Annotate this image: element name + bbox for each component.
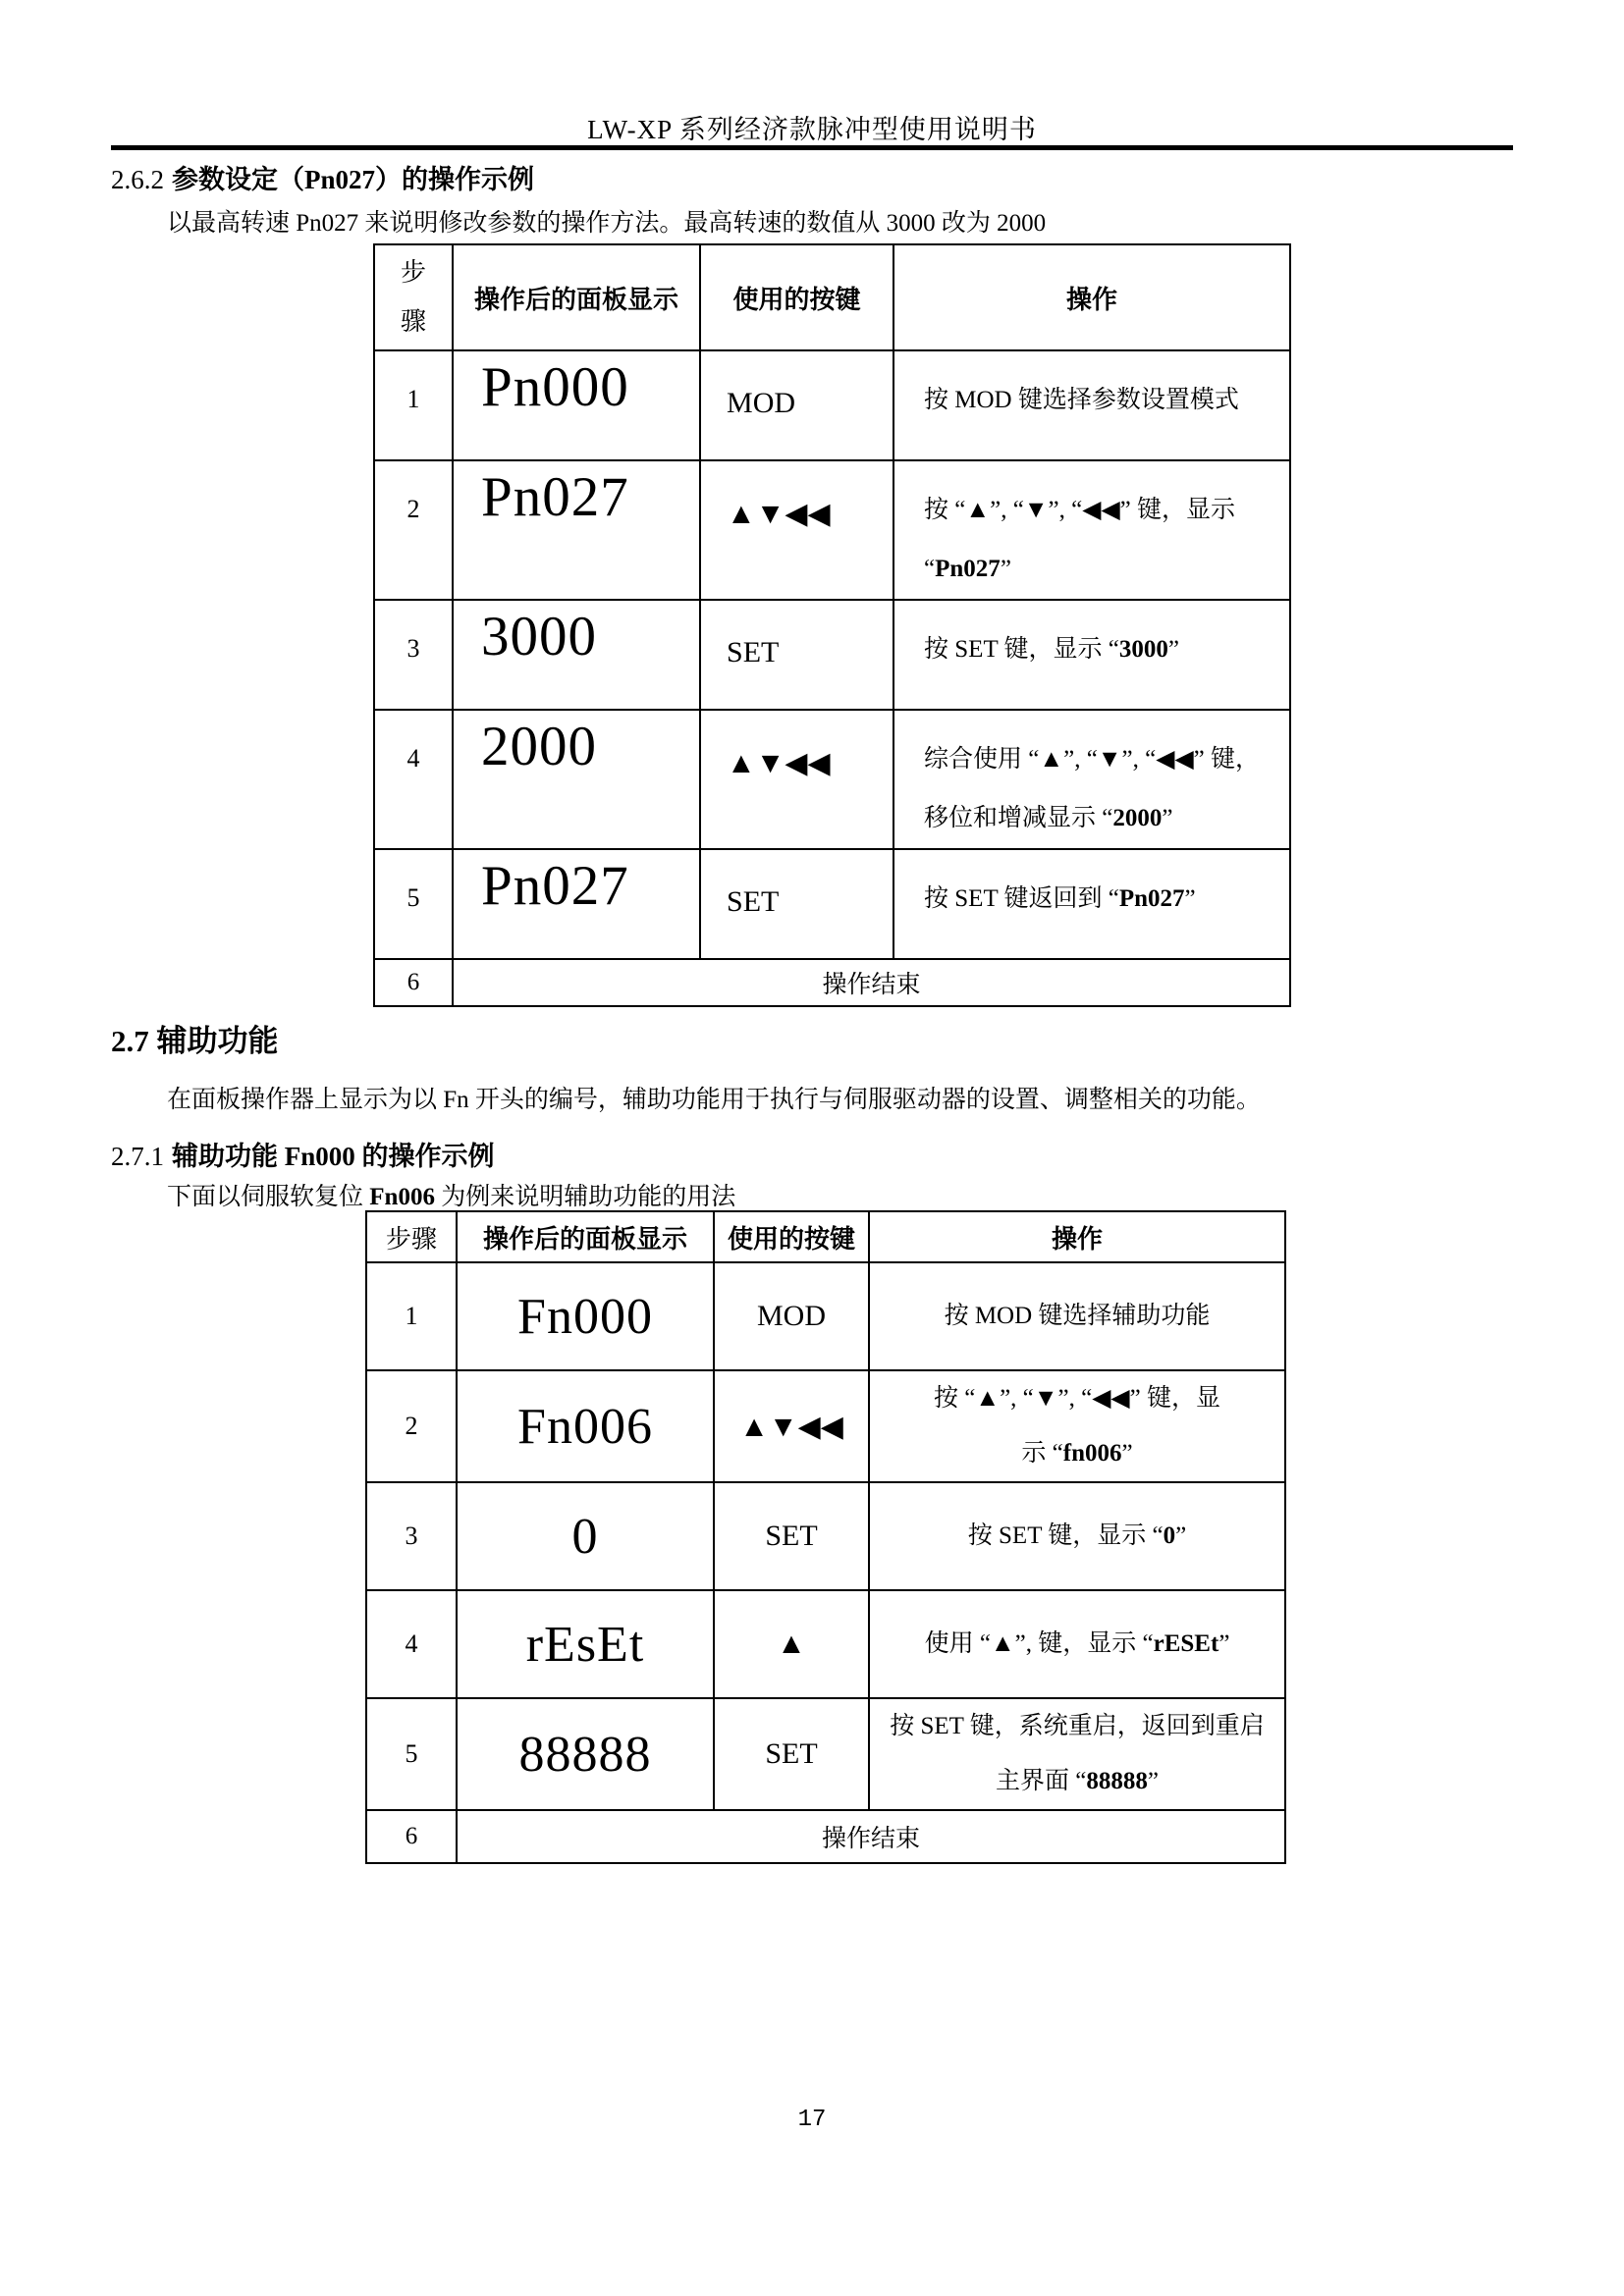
key-cell: ▲▼◀◀ — [700, 710, 893, 849]
column-header: 操作 — [869, 1211, 1285, 1262]
text-segment: 为例来说明辅助功能的用法 — [434, 1184, 736, 1210]
text-segment: 3000 — [1118, 636, 1168, 663]
operation-cell — [869, 1370, 1285, 1482]
text-segment: fn006 — [1062, 1440, 1122, 1467]
key-cell: SET — [714, 1698, 869, 1810]
text-segment: “ — [924, 556, 936, 582]
operation-cell — [869, 1262, 1285, 1370]
column-header: 操作后的面板显示 — [453, 244, 700, 350]
operation-line — [878, 1754, 1276, 1809]
step-cell: 3 — [366, 1482, 457, 1590]
result-cell: 操作结束 — [453, 959, 1290, 1006]
section-2-6-2-heading — [111, 158, 534, 196]
text-segment: 示 “ — [1021, 1440, 1063, 1467]
table-row — [366, 1810, 1285, 1863]
text-segment: 按 SET 键，显示 “ — [967, 1522, 1164, 1549]
panel-display-cell: rEsEt — [457, 1590, 714, 1698]
text-segment: 按 “▲”, “▼”, “◀◀” 键，显 — [933, 1385, 1221, 1412]
step-cell: 3 — [374, 600, 453, 710]
column-header: 步骤 — [374, 244, 453, 350]
table-row — [366, 1262, 1285, 1370]
table-row — [374, 600, 1290, 710]
operation-line — [924, 481, 1279, 540]
text-segment: ” — [1147, 1768, 1159, 1794]
section-2-7-1-title: 辅助功能 Fn000 的操作示例 — [172, 1142, 495, 1171]
section-2-6-2-number: 2.6.2 — [111, 165, 164, 194]
operation-line — [924, 870, 1279, 929]
panel-display-cell: Fn000 — [457, 1262, 714, 1370]
operation-line — [878, 1617, 1276, 1672]
key-cell: ▲▼◀◀ — [714, 1370, 869, 1482]
text-segment: 按 SET 键返回到 “ — [924, 885, 1119, 912]
text-segment: 在面板操作器上显示为以 Fn 开头的编号，辅助功能用于执行与伺服驱动器的设置、调整相关的功能。 — [167, 1087, 1261, 1113]
step-cell: 6 — [374, 959, 453, 1006]
page-number: 17 — [797, 2107, 827, 2133]
operation-line — [878, 1289, 1276, 1344]
text-segment: ” — [1167, 636, 1179, 663]
table-row — [374, 350, 1290, 460]
operation-line — [878, 1371, 1276, 1426]
text-segment: Pn027 — [1118, 885, 1185, 912]
operation-cell — [893, 710, 1290, 849]
text-segment: 2000 — [1112, 805, 1163, 831]
step-cell: 6 — [366, 1810, 457, 1863]
text-segment: ” — [1184, 885, 1196, 912]
fn000-operation-table — [365, 1210, 1286, 1864]
table-row — [374, 710, 1290, 849]
table-row — [366, 1370, 1285, 1482]
operation-cell — [893, 849, 1290, 959]
text-segment: 主界面 “ — [996, 1768, 1087, 1794]
operation-line — [924, 789, 1279, 848]
operation-cell — [893, 600, 1290, 710]
operation-cell — [869, 1482, 1285, 1590]
section-2-7-1-number: 2.7.1 — [111, 1142, 164, 1171]
panel-display-cell: Pn027 — [453, 849, 700, 959]
table-row — [374, 460, 1290, 600]
table-row — [366, 1482, 1285, 1590]
panel-display-cell: Pn000 — [453, 350, 700, 460]
column-header: 操作后的面板显示 — [457, 1211, 714, 1262]
text-segment: 按 MOD 键选择参数设置模式 — [924, 387, 1239, 413]
panel-display-cell: 2000 — [453, 710, 700, 849]
panel-display-cell: 0 — [457, 1482, 714, 1590]
key-cell: MOD — [700, 350, 893, 460]
text-segment: 0 — [1163, 1522, 1176, 1549]
key-cell: MOD — [714, 1262, 869, 1370]
panel-display-cell: 3000 — [453, 600, 700, 710]
operation-cell — [893, 460, 1290, 600]
step-cell: 5 — [374, 849, 453, 959]
section-2-7-1-intro-paragraph — [167, 1177, 735, 1212]
operation-line — [878, 1699, 1276, 1754]
text-segment: 按 MOD 键选择辅助功能 — [944, 1303, 1211, 1329]
key-cell: SET — [714, 1482, 869, 1590]
text-segment: ” — [1218, 1630, 1230, 1657]
text-segment: ” — [1162, 805, 1173, 831]
document-title: LW-XP 系列经济款脉冲型使用说明书 — [587, 115, 1037, 144]
panel-display-cell: 88888 — [457, 1698, 714, 1810]
column-header: 使用的按键 — [714, 1211, 869, 1262]
step-cell: 1 — [374, 350, 453, 460]
text-segment: rESEt — [1153, 1630, 1219, 1657]
operation-line — [924, 371, 1279, 430]
section-2-6-2-intro-paragraph — [167, 203, 1046, 239]
text-segment: 按 SET 键，系统重启，返回到重启 — [890, 1713, 1265, 1739]
operation-cell — [869, 1698, 1285, 1810]
table-row — [366, 1698, 1285, 1810]
text-segment: 按 “▲”, “▼”, “◀◀” 键，显示 — [924, 497, 1236, 523]
operation-line — [924, 730, 1279, 789]
operation-cell — [869, 1590, 1285, 1698]
text-segment: ” — [1000, 556, 1011, 582]
section-2-7-paragraph — [167, 1080, 1261, 1115]
panel-display-cell: Pn027 — [453, 460, 700, 600]
panel-display-cell: Fn006 — [457, 1370, 714, 1482]
key-cell: ▲▼◀◀ — [700, 460, 893, 600]
step-cell: 4 — [366, 1590, 457, 1698]
section-2-7-1-heading — [111, 1135, 495, 1173]
column-header: 使用的按键 — [700, 244, 893, 350]
table-row — [366, 1590, 1285, 1698]
step-cell: 4 — [374, 710, 453, 849]
key-cell: SET — [700, 849, 893, 959]
table-header-row — [374, 244, 1290, 350]
text-segment: ” — [1121, 1440, 1133, 1467]
table-row — [374, 849, 1290, 959]
text-segment: 移位和增减显示 “ — [924, 805, 1113, 831]
operation-line — [924, 620, 1279, 679]
header-divider — [111, 145, 1513, 150]
step-cell: 2 — [374, 460, 453, 600]
step-cell: 2 — [366, 1370, 457, 1482]
table-header-row — [366, 1211, 1285, 1262]
operation-line — [878, 1426, 1276, 1481]
step-cell: 1 — [366, 1262, 457, 1370]
column-header: 步骤 — [366, 1211, 457, 1262]
text-segment: Pn027 — [935, 556, 1001, 582]
text-segment: 以最高转速 Pn027 来说明修改参数的操作方法。最高转速的数值从 3000 改为 2000 — [167, 210, 1047, 237]
section-2-6-2-title: 参数设定（Pn027）的操作示例 — [172, 165, 535, 194]
result-cell: 操作结束 — [457, 1810, 1285, 1863]
text-segment: ” — [1175, 1522, 1187, 1549]
table-row — [374, 959, 1290, 1006]
text-segment: Fn006 — [369, 1184, 435, 1210]
operation-line — [924, 540, 1279, 599]
text-segment: 88888 — [1086, 1768, 1148, 1794]
column-header: 操作 — [893, 244, 1290, 350]
text-segment: 按 SET 键，显示 “ — [924, 636, 1119, 663]
text-segment: 下面以伺服软复位 — [167, 1184, 370, 1210]
operation-line — [878, 1509, 1276, 1564]
text-segment: 综合使用 “▲”, “▼”, “◀◀” 键， — [924, 746, 1261, 773]
key-cell: ▲ — [714, 1590, 869, 1698]
key-cell: SET — [700, 600, 893, 710]
step-cell: 5 — [366, 1698, 457, 1810]
operation-cell — [893, 350, 1290, 460]
pn027-operation-table — [373, 243, 1291, 1007]
section-2-7-heading: 2.7 辅助功能 — [111, 1024, 279, 1058]
text-segment: 使用 “▲”, 键，显示 “ — [924, 1630, 1154, 1657]
